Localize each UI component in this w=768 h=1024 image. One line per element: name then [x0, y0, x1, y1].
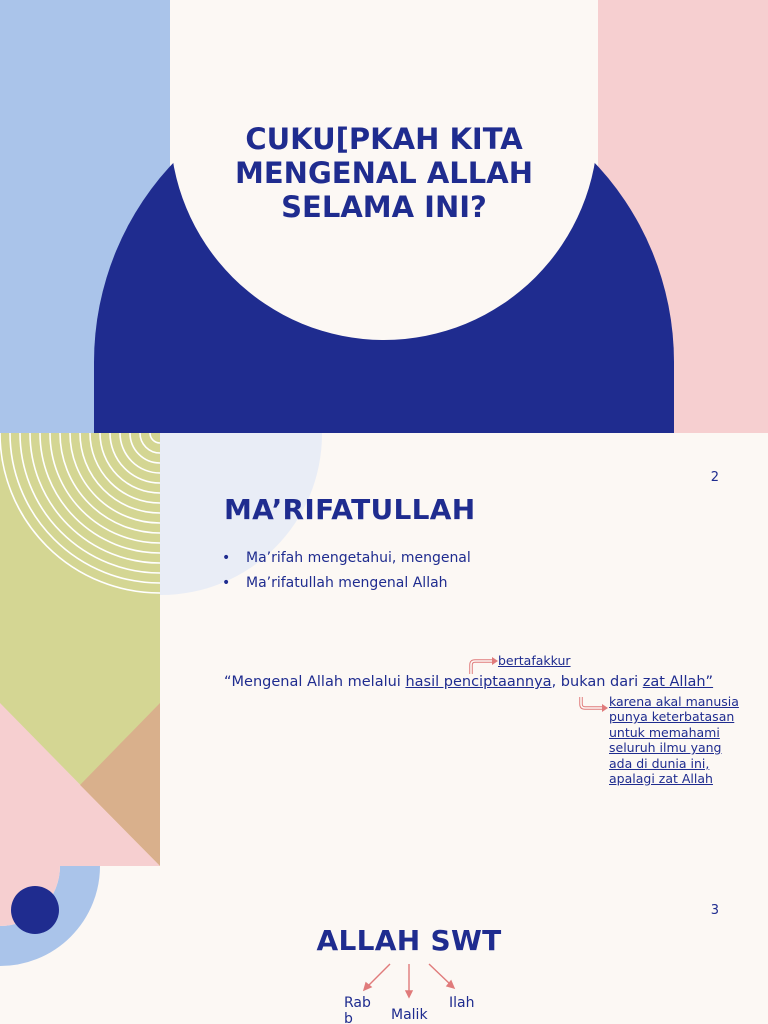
annotation-bertafakkur: bertafakkur — [498, 653, 571, 668]
quote-underlined-creation: hasil penciptaannya — [405, 674, 552, 690]
annotation-limitation: karena akal manusia punya keterbatasan untuk memahami seluruh ilmu yang ada di dunia ini, apalagi zat Allah — [609, 694, 739, 787]
page-number: 2 — [710, 470, 719, 485]
quote-underlined-essence: zat Allah” — [642, 674, 714, 690]
title-slide — [0, 0, 768, 433]
bullet-marker: • — [222, 550, 231, 566]
allah-swt-slide — [0, 866, 768, 1024]
section-heading: MA’RIFATULLAH — [224, 493, 476, 526]
triangle-decoration — [0, 703, 160, 866]
page-number: 3 — [710, 903, 719, 918]
quote-part: “Mengenal Allah melalui — [224, 674, 406, 690]
curved-arrow-icon — [468, 657, 498, 675]
bullet-marker: • — [222, 575, 231, 591]
branch-malik: Malik — [391, 1007, 428, 1023]
slide-title: CUKU[PKAH KITA MENGENAL ALLAH SELAMA INI? — [235, 122, 533, 224]
section-heading: ALLAH SWT — [316, 924, 502, 957]
quote-part: , bukan dari — [551, 674, 643, 690]
list-item — [222, 571, 471, 596]
list-item-text: Ma’rifatullah mengenal Allah — [246, 575, 448, 591]
concentric-arcs-decoration — [0, 433, 160, 595]
branch-ilah: Ilah — [449, 995, 475, 1011]
curved-arrow-icon — [578, 696, 608, 714]
definition-list — [222, 546, 471, 596]
branch-rabb: Rabb — [344, 995, 371, 1024]
list-item — [222, 546, 471, 571]
marifatullah-slide — [0, 433, 768, 866]
quote-text — [224, 674, 713, 690]
list-item-text: Ma’rifah mengetahui, mengenal — [246, 550, 471, 566]
